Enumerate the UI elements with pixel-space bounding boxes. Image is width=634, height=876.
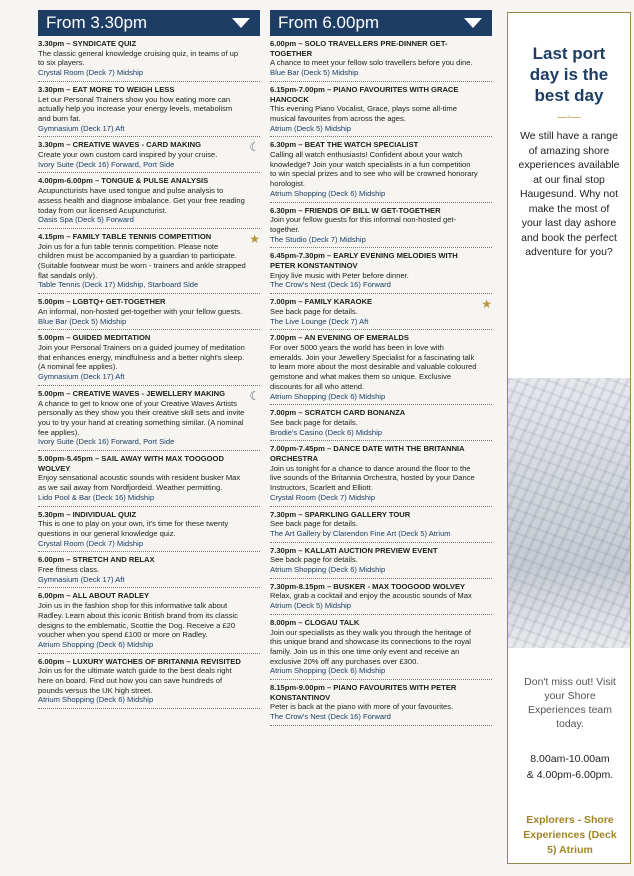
event-item xyxy=(38,82,260,138)
event-item xyxy=(38,229,260,294)
event-description: Join us tonight for a chance to dance around the floor to the live sounds of the Britannia Orchestra, hosted by your Dance Instructors, Scarlett and Elliott. xyxy=(270,463,475,493)
event-item xyxy=(270,36,492,82)
middle-event-list xyxy=(270,36,492,726)
event-item xyxy=(270,615,492,680)
middle-column-heading xyxy=(270,10,492,36)
event-title: 8.00pm – CLOGAU TALK xyxy=(270,617,360,627)
event-description: See back page for details. xyxy=(270,417,358,427)
event-description: Calling all watch enthusiasts! Confident about your watch knowledge? Join your watch specialists in a fun competition to win special prizes and to see who will be crowned honorary horologist. xyxy=(270,150,478,189)
event-description: Enjoy live music with Peter before dinner. xyxy=(270,270,409,280)
event-title: 6.30pm – FRIENDS OF BILL W GET-TOGETHER xyxy=(270,205,441,215)
event-location: Atrium Shopping (Deck 6) Midship xyxy=(38,695,154,705)
event-title: 7.30pm – SPARKLING GALLERY TOUR xyxy=(270,509,411,519)
event-description: Relax, grab a cocktail and enjoy the acoustic sounds of Max xyxy=(270,591,472,601)
event-description: This is one to play on your own, it's time for these twenty questions in our general knowledge quiz. xyxy=(38,519,229,538)
left-event-list xyxy=(38,36,260,709)
event-item xyxy=(270,330,492,405)
event-location: Oasis Spa (Deck 5) Forward xyxy=(38,215,134,225)
event-location: Ivory Suite (Deck 16) Forward, Port Side xyxy=(38,437,175,447)
event-location: Blue Bar (Deck 5) Midship xyxy=(270,68,359,78)
event-title: 7.00pm – AN EVENING OF EMERALDS xyxy=(270,333,409,343)
family-star-icon: ★ xyxy=(249,231,260,246)
event-title: 5.00pm – LGBTQ+ GET-TOGETHER xyxy=(38,297,166,307)
left-column xyxy=(38,10,260,709)
event-location: Atrium (Deck 5) Midship xyxy=(270,123,352,133)
event-title: 6.45pm-7.30pm – EARLY EVENING MELODIES WITH PETER KONSTANTINOV xyxy=(270,251,458,271)
event-item xyxy=(270,137,492,202)
event-location: Crystal Room (Deck 7) Midship xyxy=(38,538,144,548)
event-title: 7.30pm – KALLATI AUCTION PREVIEW EVENT xyxy=(270,545,438,555)
event-location: Atrium (Deck 5) Midship xyxy=(270,601,352,611)
event-description: See back page for details. xyxy=(270,519,358,529)
shore-experiences-panel xyxy=(507,12,631,864)
event-title: 5.00pm – CREATIVE WAVES - JEWELLERY MAKING xyxy=(38,388,226,398)
event-title: 7.30pm-8.15pm – BUSKER - MAX TOOGOOD WOLVEY xyxy=(270,581,466,591)
event-item xyxy=(38,552,260,588)
event-location: Table Tennis (Deck 17) Midship, Starboard Side xyxy=(38,280,199,290)
hours-line-2: & 4.00pm-6.00pm. xyxy=(526,769,614,781)
event-item xyxy=(270,405,492,441)
event-location: Atrium Shopping (Deck 6) Midship xyxy=(270,565,386,575)
street-photo xyxy=(508,378,631,648)
panel-title: Last port day is the best day xyxy=(529,44,609,105)
event-description: Create your own custom card inspired by your cruise. xyxy=(38,150,218,160)
event-item xyxy=(270,441,492,506)
event-description: Join us in the fashion shop for this informative talk about Radley. Learn about this iconic British brand from its classic designs to the emblematic, Scottie the Dog. Receive a £20 voucher when you spend £100 or more on Radley. xyxy=(38,601,238,640)
event-description: Peter is back at the piano with more of your favourites. xyxy=(270,702,454,712)
event-title: 4.15pm – FAMILY TABLE TENNIS COMPETITION xyxy=(38,231,212,241)
event-title: 3.30pm – EAT MORE TO WEIGH LESS xyxy=(38,84,175,94)
creative-moon-icon: ☾ xyxy=(249,140,260,155)
event-location: The Art Gallery by Clarendon Fine Art (Deck 5) Atrium xyxy=(270,528,451,538)
event-item xyxy=(270,680,492,726)
event-location: The Live Lounge (Deck 7) Aft xyxy=(270,316,369,326)
heading-text: From 6.00pm xyxy=(278,13,380,32)
event-item xyxy=(38,330,260,386)
event-description: See back page for details. xyxy=(270,306,358,316)
middle-column xyxy=(270,10,492,726)
event-location: Atrium Shopping (Deck 6) Midship xyxy=(270,391,386,401)
event-description: A chance to get to know one of your Creative Waves Artists personally as they show you their creative skill sets and invite you to try your hand at creating something similar. (A nominal fee applies). xyxy=(38,398,245,437)
panel-cta: Don't miss out! Visit your Shore Experiences team today. xyxy=(524,676,616,730)
event-item xyxy=(38,588,260,653)
event-item xyxy=(38,173,260,229)
event-title: 5.00pm – GUIDED MEDITATION xyxy=(38,333,151,343)
event-description: Join your fellow guests for this informal non-hosted get-together. xyxy=(270,215,457,234)
event-item xyxy=(270,507,492,543)
event-description: Join your Personal Trainers on a guided journey of meditation that enhances energy, mindfulness and a better night's sleep. (A nominal fee applies). xyxy=(38,342,245,372)
event-title: 6.00pm – LUXURY WATCHES OF BRITANNIA REVISITED xyxy=(38,656,241,666)
event-item xyxy=(38,654,260,710)
event-item xyxy=(270,294,492,330)
creative-moon-icon: ☾ xyxy=(249,388,260,403)
event-item xyxy=(270,579,492,615)
event-title: 6.00pm – ALL ABOUT RADLEY xyxy=(38,591,150,601)
heading-text: From 3.30pm xyxy=(46,13,148,32)
panel-text: We still have a range of amazing shore experiences available at our final stop Haugesund. Why not make the most of your last day ashore and book the perfect adventure for you? xyxy=(518,130,620,258)
event-title: 7.00pm – SCRATCH CARD BONANZA xyxy=(270,408,406,418)
event-location: Atrium Shopping (Deck 6) Midship xyxy=(270,666,386,676)
event-description: The classic general knowledge cruising quiz, in teams of up to six players. xyxy=(38,48,239,68)
event-location: Atrium Shopping (Deck 6) Midship xyxy=(38,639,154,649)
event-location: Brodie's Casino (Deck 6) Midship xyxy=(270,427,383,437)
event-location: Lido Pool & Bar (Deck 16) Midship xyxy=(38,492,155,502)
event-location: The Crow's Nest (Deck 16) Forward xyxy=(270,280,391,290)
event-location: Crystal Room (Deck 7) Midship xyxy=(270,492,376,502)
chevron-down-icon xyxy=(232,18,250,28)
event-title: 6.30pm – BEAT THE WATCH SPECIALIST xyxy=(270,140,419,150)
event-description: Join us for a fun table tennis competition. Please note children must be accompanied by a guardian to participate. (Suitable footwear must be worn - trainers and ankle strapped flat sandals only). xyxy=(38,241,246,280)
event-item xyxy=(270,543,492,579)
event-description: Let our Personal Trainers show you how eating more can actually help you increase your energy levels, metabolism and burn fat. xyxy=(38,94,233,123)
event-item xyxy=(270,248,492,294)
event-title: 5.30pm – INDIVIDUAL QUIZ xyxy=(38,509,137,519)
event-title: 4.00pm-6.00pm – TONGUE & PULSE ANALYSIS xyxy=(38,176,209,186)
event-item xyxy=(270,203,492,249)
event-title: 3.30pm – CREATIVE WAVES - CARD MAKING xyxy=(38,140,202,150)
panel-footer: Explorers - Shore Experiences (Deck 5) Atrium xyxy=(523,814,617,856)
event-description: For over 5000 years the world has been in love with emeralds. Join your Jewellery Specialist for a fascinating talk to learn more about the most desirable and valuable coloured gemstone and what makes them so unique. Exclusive discounts for all who attend. xyxy=(270,342,477,391)
event-location: The Crow's Nest (Deck 16) Forward xyxy=(270,712,391,722)
event-item xyxy=(38,507,260,553)
event-item xyxy=(38,137,260,173)
left-column-heading xyxy=(38,10,260,36)
event-title: 7.00pm-7.45pm – DANCE DATE WITH THE BRITANNIA ORCHESTRA xyxy=(270,444,465,464)
event-description: Join our specialists as they walk you through the heritage of this unique brand and showcase its connections to the royal family. Join us in this one time only event and receive an exclusive 20% off any purchases over £300. xyxy=(270,627,471,666)
event-location: The Studio (Deck 7) Midship xyxy=(270,234,366,244)
event-title: 7.00pm – FAMILY KARAOKE xyxy=(270,297,373,307)
event-location: Atrium Shopping (Deck 6) Midship xyxy=(270,188,386,198)
event-title: 8.15pm-9.00pm – PIANO FAVOURITES WITH PETER KONSTANTINOV xyxy=(270,683,457,702)
hours-line-1: 8.00am-10.00am xyxy=(530,753,610,765)
event-location: Gymnasium (Deck 17) Aft xyxy=(38,123,125,133)
event-location: Blue Bar (Deck 5) Midship xyxy=(38,316,127,326)
event-location: Gymnasium (Deck 17) Aft xyxy=(38,574,125,584)
event-description: An informal, non-hosted get-together with your fellow guests. xyxy=(38,306,243,316)
divider-ornament-icon: —◦— xyxy=(557,112,581,123)
event-title: 6.00pm – SOLO TRAVELLERS PRE-DINNER GET-TOGETHER xyxy=(270,39,448,58)
event-description: Enjoy sensational acoustic sounds with resident busker Max as we sail away from Nordfjordeid. Weather permitting. xyxy=(38,473,241,493)
event-title: 5.00pm-5.45pm – SAIL AWAY WITH MAX TOOGOOD WOLVEY xyxy=(38,454,224,473)
event-title: 6.00pm – STRETCH AND RELAX xyxy=(38,555,155,565)
event-item xyxy=(38,294,260,330)
event-description: This evening Piano Vocalist, Grace, plays some all-time musical favourites from across the ages. xyxy=(270,104,457,123)
event-description: Free fitness class. xyxy=(38,565,100,575)
event-description: A chance to meet your fellow solo travellers before you dine. xyxy=(270,58,473,68)
event-title: 6.15pm-7.00pm – PIANO FAVOURITES WITH GRACE HANCOCK xyxy=(270,84,459,104)
family-star-icon: ★ xyxy=(481,297,492,312)
event-location: Crystal Room (Deck 7) Midship xyxy=(38,68,144,78)
event-title: 3.30pm – SYNDICATE QUIZ xyxy=(38,39,137,48)
event-location: Gymnasium (Deck 17) Aft xyxy=(38,372,125,382)
event-description: Join us for the ultimate watch guide to the best deals right here on board. Find out how you can save hundreds of pounds versus the UK high street. xyxy=(38,666,232,695)
event-item xyxy=(38,36,260,82)
event-description: See back page for details. xyxy=(270,555,358,565)
event-location: Ivory Suite (Deck 16) Forward, Port Side xyxy=(38,159,175,169)
event-item xyxy=(38,451,260,507)
chevron-down-icon xyxy=(464,18,482,28)
event-description: Acupuncturists have used tongue and pulse analysis to assess health and diagnose imbalance. Get your free reading today from our licensed Acupuncturist. xyxy=(38,186,245,215)
event-item xyxy=(38,386,260,451)
event-item xyxy=(270,82,492,138)
